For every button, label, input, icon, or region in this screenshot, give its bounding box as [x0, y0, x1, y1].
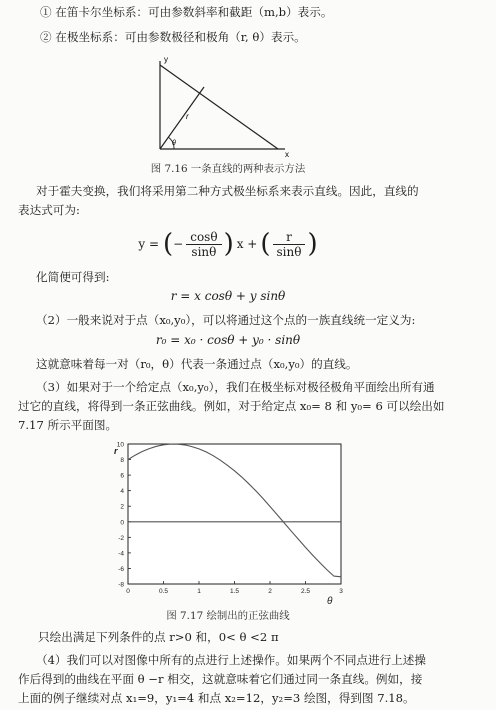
x-tick-label: 2 [268, 588, 272, 595]
eq1-num-2: r [273, 230, 306, 245]
caption-fig-7-17: 图 7.17 绘制出的正弦曲线 [166, 610, 290, 622]
paragraph-step4-1: （4）我们可以对图像中所有的点进行上述操作。如果两个不同点进行上述操 [36, 653, 426, 667]
y-tick-label: 4 [120, 488, 124, 496]
eq1-num-1: cosθ [186, 230, 221, 245]
plot-frame [128, 444, 341, 584]
y-tick-label: 6 [120, 472, 124, 480]
paragraph-hough-intro-1: 对于霍夫变换，我们将采用第二种方式极坐标系来表示直线。因此，直线的 [36, 184, 419, 198]
paragraph-sine-1: （3）如果对于一个给定点（x₀,y₀），我们在极坐标对极径极角平面绘出所有通 [36, 380, 435, 394]
y-tick-label: 2 [120, 503, 124, 511]
paragraph-hough-intro-2: 表达式可为: [18, 203, 80, 217]
x-tick-label: 1 [197, 588, 201, 595]
y-tick-label: -2 [118, 534, 124, 542]
equation-line-slope: y = ( − $\frac{\cos\theta}{\sin\theta}$ ) x + ( $\frac{r}{\sin\theta}$ ) [138, 229, 318, 259]
fig716-normal-r [160, 87, 204, 149]
eq1-den-1: sinθ [191, 244, 217, 259]
paragraph-condition: 只绘出满足下列条件的点 r>0 和，0< θ <2 π [38, 630, 279, 644]
y-axis-label: r [114, 446, 118, 456]
equation-polar: r = x cosθ + y sinθ [170, 289, 286, 303]
list-item-polar: ② 在极坐标系：可由参数极径和极角（r, θ）表示。 [40, 30, 306, 44]
chart-sine-curve [0, 436, 456, 606]
paragraph-sine-2: 过它的直线，将得到一条正弦曲线。例如，对于给定点 x₀= 8 和 y₀= 6 可以绘出如 [18, 399, 445, 413]
figure-7-16 [0, 53, 456, 159]
eq1-lhs: y = [138, 237, 160, 251]
paragraph-point-family: （2）一般来说对于点（x₀,y₀），可以将通过这个点的一族直线统一定义为: [36, 313, 416, 327]
fig716-line [160, 65, 278, 149]
y-tick-label: 0 [120, 519, 124, 527]
caption-fig-7-16: 图 7.16 一条直线的两种表示方法 [150, 163, 306, 175]
paragraph-simplify: 化简便可得到: [36, 270, 110, 284]
fig716-label-theta: θ [172, 140, 176, 147]
y-tick-label: -8 [118, 581, 124, 589]
x-tick-label: 1.5 [229, 588, 240, 595]
eq1-frac-2 [273, 230, 306, 259]
x-tick-label: 0.5 [158, 588, 169, 595]
fig716-label-x: x [285, 150, 289, 159]
list-item-cartesian: ① 在笛卡尔坐标系：可由参数斜率和截距（m,b）表示。 [40, 5, 333, 19]
eq1-den-2: sinθ [276, 244, 302, 259]
paragraph-pair-meaning: 这就意味着每一对（r₀，θ）代表一条通过点（x₀,y₀）的直线。 [36, 357, 358, 371]
x-tick-label: 3 [339, 588, 343, 595]
x-tick-label: 2.5 [300, 588, 311, 595]
fig716-label-y: y [164, 55, 168, 64]
x-tick-label: 0 [126, 588, 130, 595]
paragraph-sine-3: 7.17 所示平面图。 [18, 418, 118, 432]
eq1-mid: x + [236, 237, 258, 251]
y-tick-label: -4 [118, 550, 124, 558]
x-axis-label: θ [327, 596, 333, 607]
y-tick-label: 8 [120, 457, 124, 465]
fig716-label-r: r [186, 112, 189, 121]
y-tick-label: 10 [116, 441, 124, 449]
eq1-frac-1 [186, 230, 221, 259]
paragraph-step4-2: 作后得到的曲线在平面 θ −r 相交，这就意味着它们通过同一条直线。例如，接 [18, 672, 423, 686]
paragraph-step4-3: 上面的例子继续对点 x₁=9，y₁=4 和点 x₂=12，y₂=3 绘图，得到图 7.18。 [18, 691, 415, 705]
y-tick-label: -6 [118, 565, 124, 573]
equation-point: r₀ = x₀ · cosθ + y₀ · sinθ [155, 333, 301, 347]
